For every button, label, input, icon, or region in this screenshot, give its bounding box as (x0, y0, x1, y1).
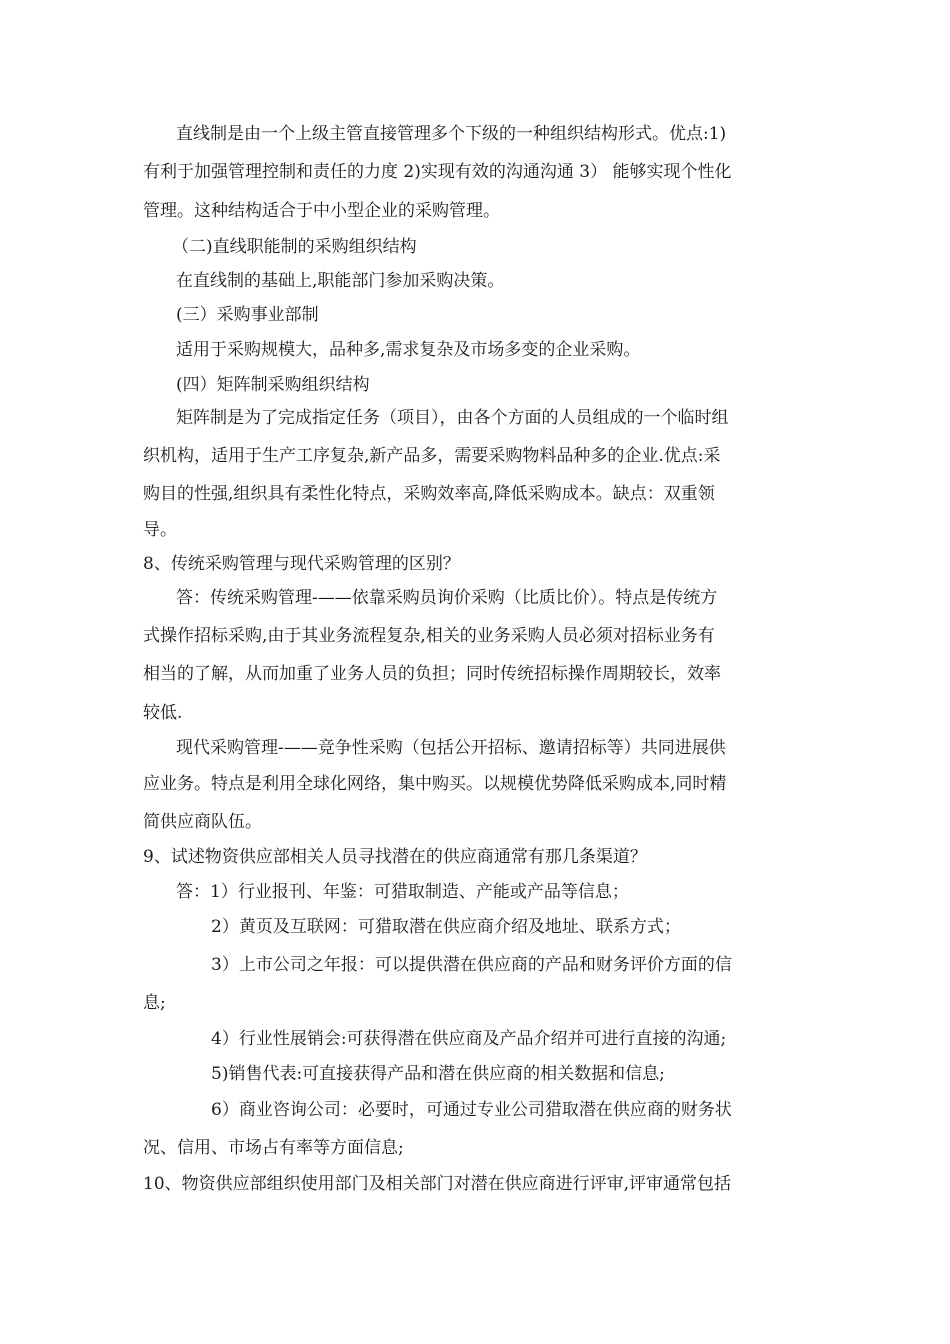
list-item: 息; (143, 993, 166, 1013)
body-line: 购目的性强,组织具有柔性化特点，采购效率高,降低采购成本。缺点：双重领 (143, 484, 715, 504)
body-line: 直线制是由一个上级主管直接管理多个下级的一种组织结构形式。优点:1) (176, 124, 727, 144)
list-item: 况、信用、市场占有率等方面信息; (143, 1138, 404, 1158)
body-line: 导。 (143, 520, 177, 540)
question-heading: 9、试述物资供应部相关人员寻找潜在的供应商通常有那几条渠道？ (143, 847, 647, 867)
list-item: 5)销售代表:可直接获得产品和潜在供应商的相关数据和信息; (211, 1064, 665, 1084)
body-line: 在直线制的基础上,职能部门参加采购决策。 (176, 271, 505, 291)
body-line: 矩阵制是为了完成指定任务（项目），由各个方面的人员组成的一个临时组 (176, 408, 729, 428)
list-item: 3）上市公司之年报：可以提供潜在供应商的产品和财务评价方面的信 (211, 955, 732, 975)
list-item: 2）黄页及互联网：可猎取潜在供应商介绍及地址、联系方式； (211, 917, 681, 937)
body-line: 简供应商队伍。 (143, 812, 262, 832)
body-line: 现代采购管理-——竞争性采购（包括公开招标、邀请招标等）共同进展供 (176, 738, 726, 758)
section-heading: (三）采购事业部制 (176, 305, 319, 325)
section-heading: (四）矩阵制采购组织结构 (176, 375, 370, 395)
body-line: 答：传统采购管理-——依靠采购员询价采购（比质比价）。特点是传统方 (176, 588, 718, 608)
section-heading: （二)直线职能制的采购组织结构 (172, 237, 417, 257)
body-line: 织机构，适用于生产工序复杂,新产品多，需要采购物料品种多的企业.优点:采 (143, 446, 721, 466)
body-line: 应业务。特点是利用全球化网络，集中购买。以规模优势降低采购成本,同时精 (143, 774, 727, 794)
question-heading: 10、物资供应部组织使用部门及相关部门对潜在供应商进行评审,评审通常包括 (143, 1174, 732, 1194)
body-line: 式操作招标采购,由于其业务流程复杂,相关的业务采购人员必须对招标业务有 (143, 626, 715, 646)
body-line: 相当的了解，从而加重了业务人员的负担；同时传统招标操作周期较长，效率 (143, 664, 721, 684)
list-item: 答：1）行业报刊、年鉴：可猎取制造、产能或产品等信息； (176, 882, 629, 902)
body-line: 有利于加强管理控制和责任的力度 2)实现有效的沟通沟通 3） 能够实现个性化 (143, 162, 732, 182)
body-line: 较低. (143, 703, 183, 723)
question-heading: 8、传统采购管理与现代采购管理的区别？ (143, 554, 460, 574)
list-item: 4）行业性展销会:可获得潜在供应商及产品介绍并可进行直接的沟通; (211, 1029, 727, 1049)
body-line: 管理。这种结构适合于中小型企业的采购管理。 (143, 201, 500, 221)
body-line: 适用于采购规模大，品种多,需求复杂及市场多变的企业采购。 (176, 340, 641, 360)
list-item: 6）商业咨询公司：必要时，可通过专业公司猎取潜在供应商的财务状 (211, 1100, 732, 1120)
